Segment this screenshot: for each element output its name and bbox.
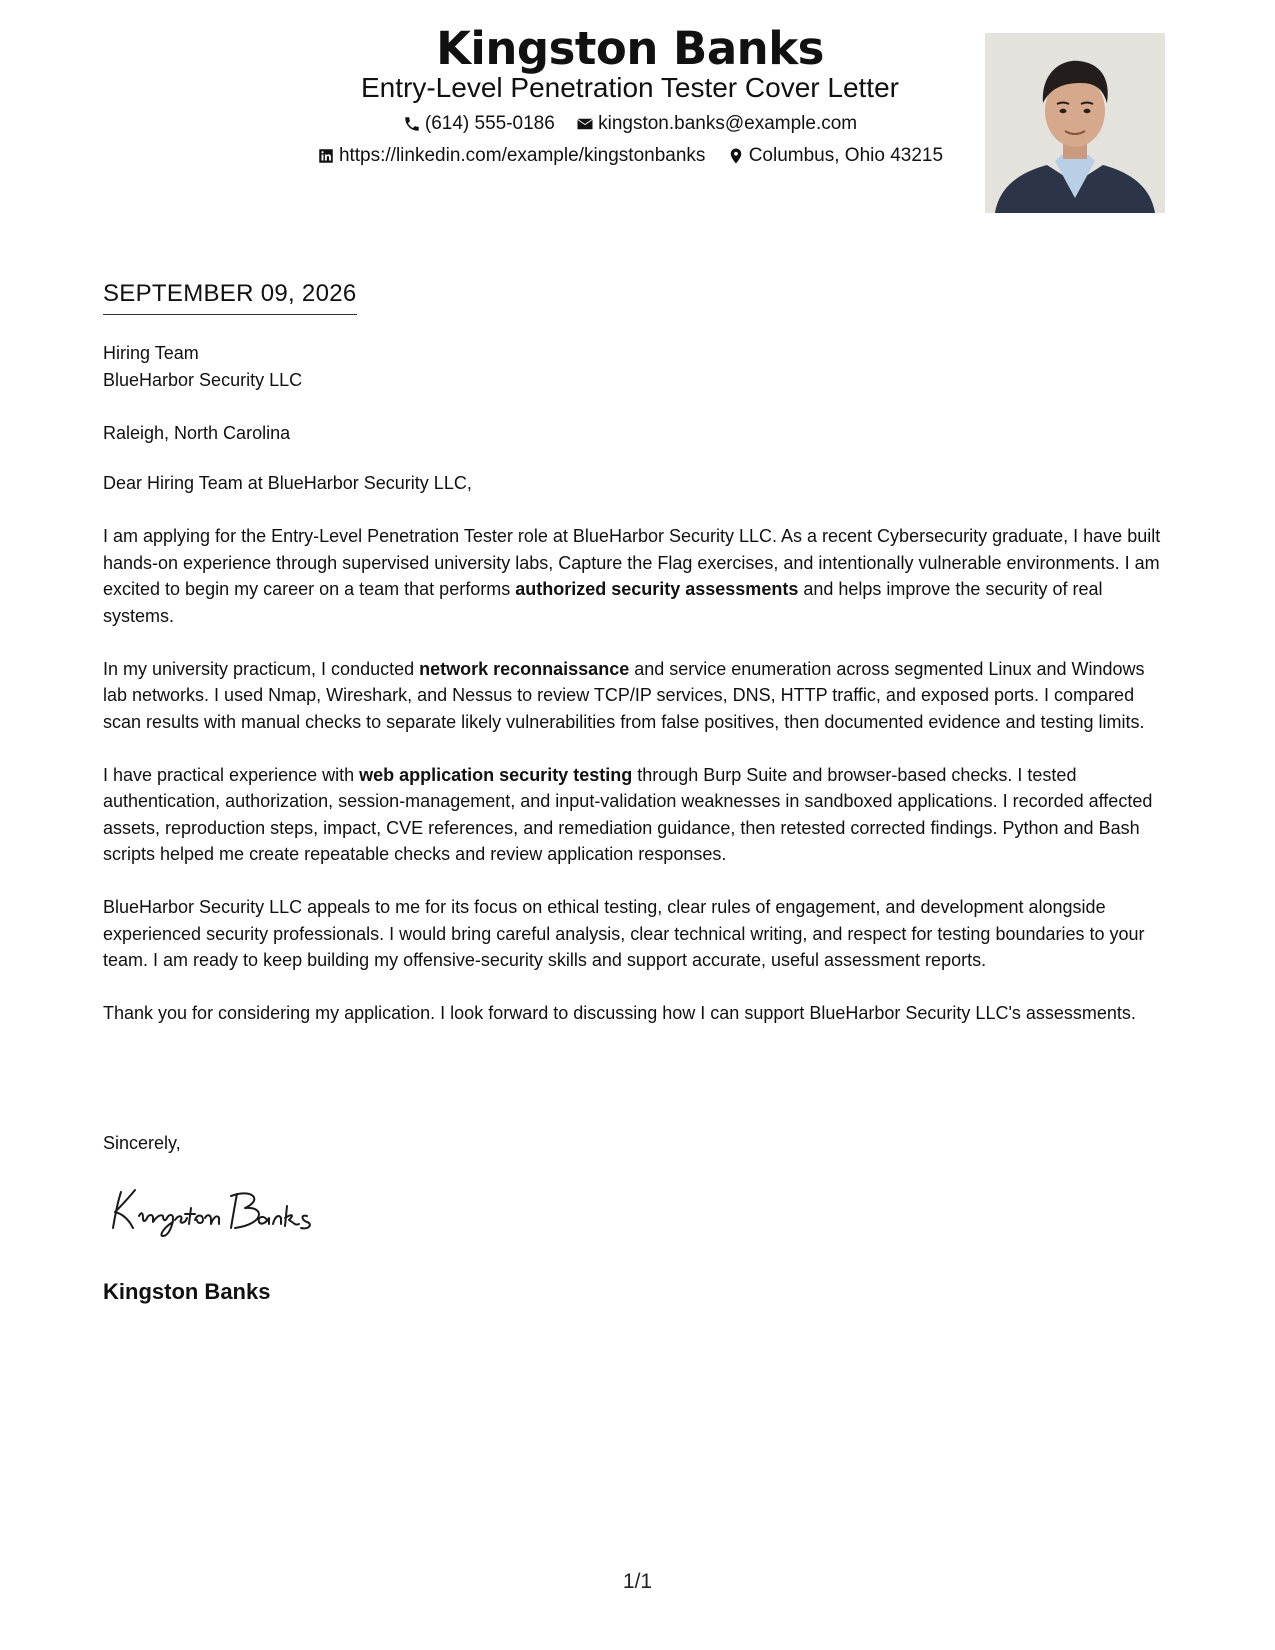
paragraph-1-emphasis: authorized security assessments [515,579,799,599]
paragraph-3-text-b: through Burp Suite and browser-based checks. I tested authentication, authorization, session-management, and input-validation weaknesses in sandboxed applications. I recorded affected assets, reproduction steps, impact, CVE references, and remediation guidance, then retested corrected findings. Python and Bash scripts helped me create repeatable checks and review application responses. [103,764,1153,864]
paragraph-1 [103,523,1173,629]
profile-photo [985,33,1165,213]
signature-text: Kingston Banks [103,1180,110,1181]
map-marker-icon [727,147,745,165]
location-text: Columbus, Ohio 43215 [748,145,944,166]
applicant-name: Kingston Banks [436,22,824,75]
paragraph-3 [103,762,1173,868]
paragraph-4: BlueHarbor Security LLC appeals to me for its focus on ethical testing, clear rules of engagement, and development alongside experienced security professionals. I would bring careful analysis, clear technical writing, and respect for testing boundaries to your team. I am ready to keep building my offensive-security skills and support accurate, useful assessment reports. [103,897,1145,970]
recipient-line: Hiring Team [103,343,199,363]
envelope-icon [576,115,594,133]
paragraph-3-text-a: I have practical experience with [103,764,360,785]
portrait-image [985,33,1165,213]
recipient-company: BlueHarbor Security LLC [103,369,303,390]
paragraph-5: Thank you for considering my application. I look forward to discussing how I can support BlueHarbor Security LLC's assessments. [103,1003,1136,1023]
recipient-location: Raleigh, North Carolina [103,422,291,443]
salutation: Dear Hiring Team at BlueHarbor Security LLC, [103,473,472,493]
linkedin-contact[interactable] [317,145,705,167]
location-contact [727,145,943,167]
paragraph-2-text-b: and service enumeration across segmented Linux and Windows lab networks. I used Nmap, Wireshark, and Nessus to review TCP/IP services, DNS, HTTP traffic, and exposed ports. I compared scan results with manual checks to separate likely vulnerabilities from false positives, then documented evidence and testing limits. [103,658,1145,732]
recipient-block [103,340,1173,446]
phone-icon [403,115,421,133]
email-contact[interactable] [576,113,857,135]
email-address[interactable]: kingston.banks@example.com [598,113,858,134]
paragraph-1-text-a: I am applying for the Entry-Level Penetration Tester role at BlueHarbor Security LLC. As a recent Cybersecurity graduate, I have built hands-on experience through supervised university labs, Capture the Flag exercises, and intentionally vulnerable environments. I am excited to begin my career on a team that performs [103,526,1161,599]
paragraph-2 [103,656,1173,736]
letter-date: SEPTEMBER 09, 2026 [103,280,357,315]
closing: Sincerely, [103,1133,181,1153]
signature-image [103,1180,353,1240]
linkedin-icon [317,147,335,165]
phone-number: (614) 555-0186 [424,113,555,134]
linkedin-url[interactable]: https://linkedin.com/example/kingstonbanks [338,145,706,166]
page-number: 1/1 [622,1570,653,1593]
paragraph-1-text-b: and helps improve the security of real systems. [103,579,1103,626]
letter-header [0,0,1275,220]
handwritten-signature [103,1180,353,1245]
paragraph-3-emphasis: web application security testing [359,764,633,785]
paragraph-2-emphasis: network reconnaissance [419,658,630,679]
letter-body [103,340,1173,1053]
document-subtitle: Entry-Level Penetration Tester Cover Letter [361,72,899,103]
paragraph-2-text-a: In my university practicum, I conducted [103,658,420,679]
phone-contact [403,113,555,135]
signatory-name: Kingston Banks [103,1279,271,1304]
